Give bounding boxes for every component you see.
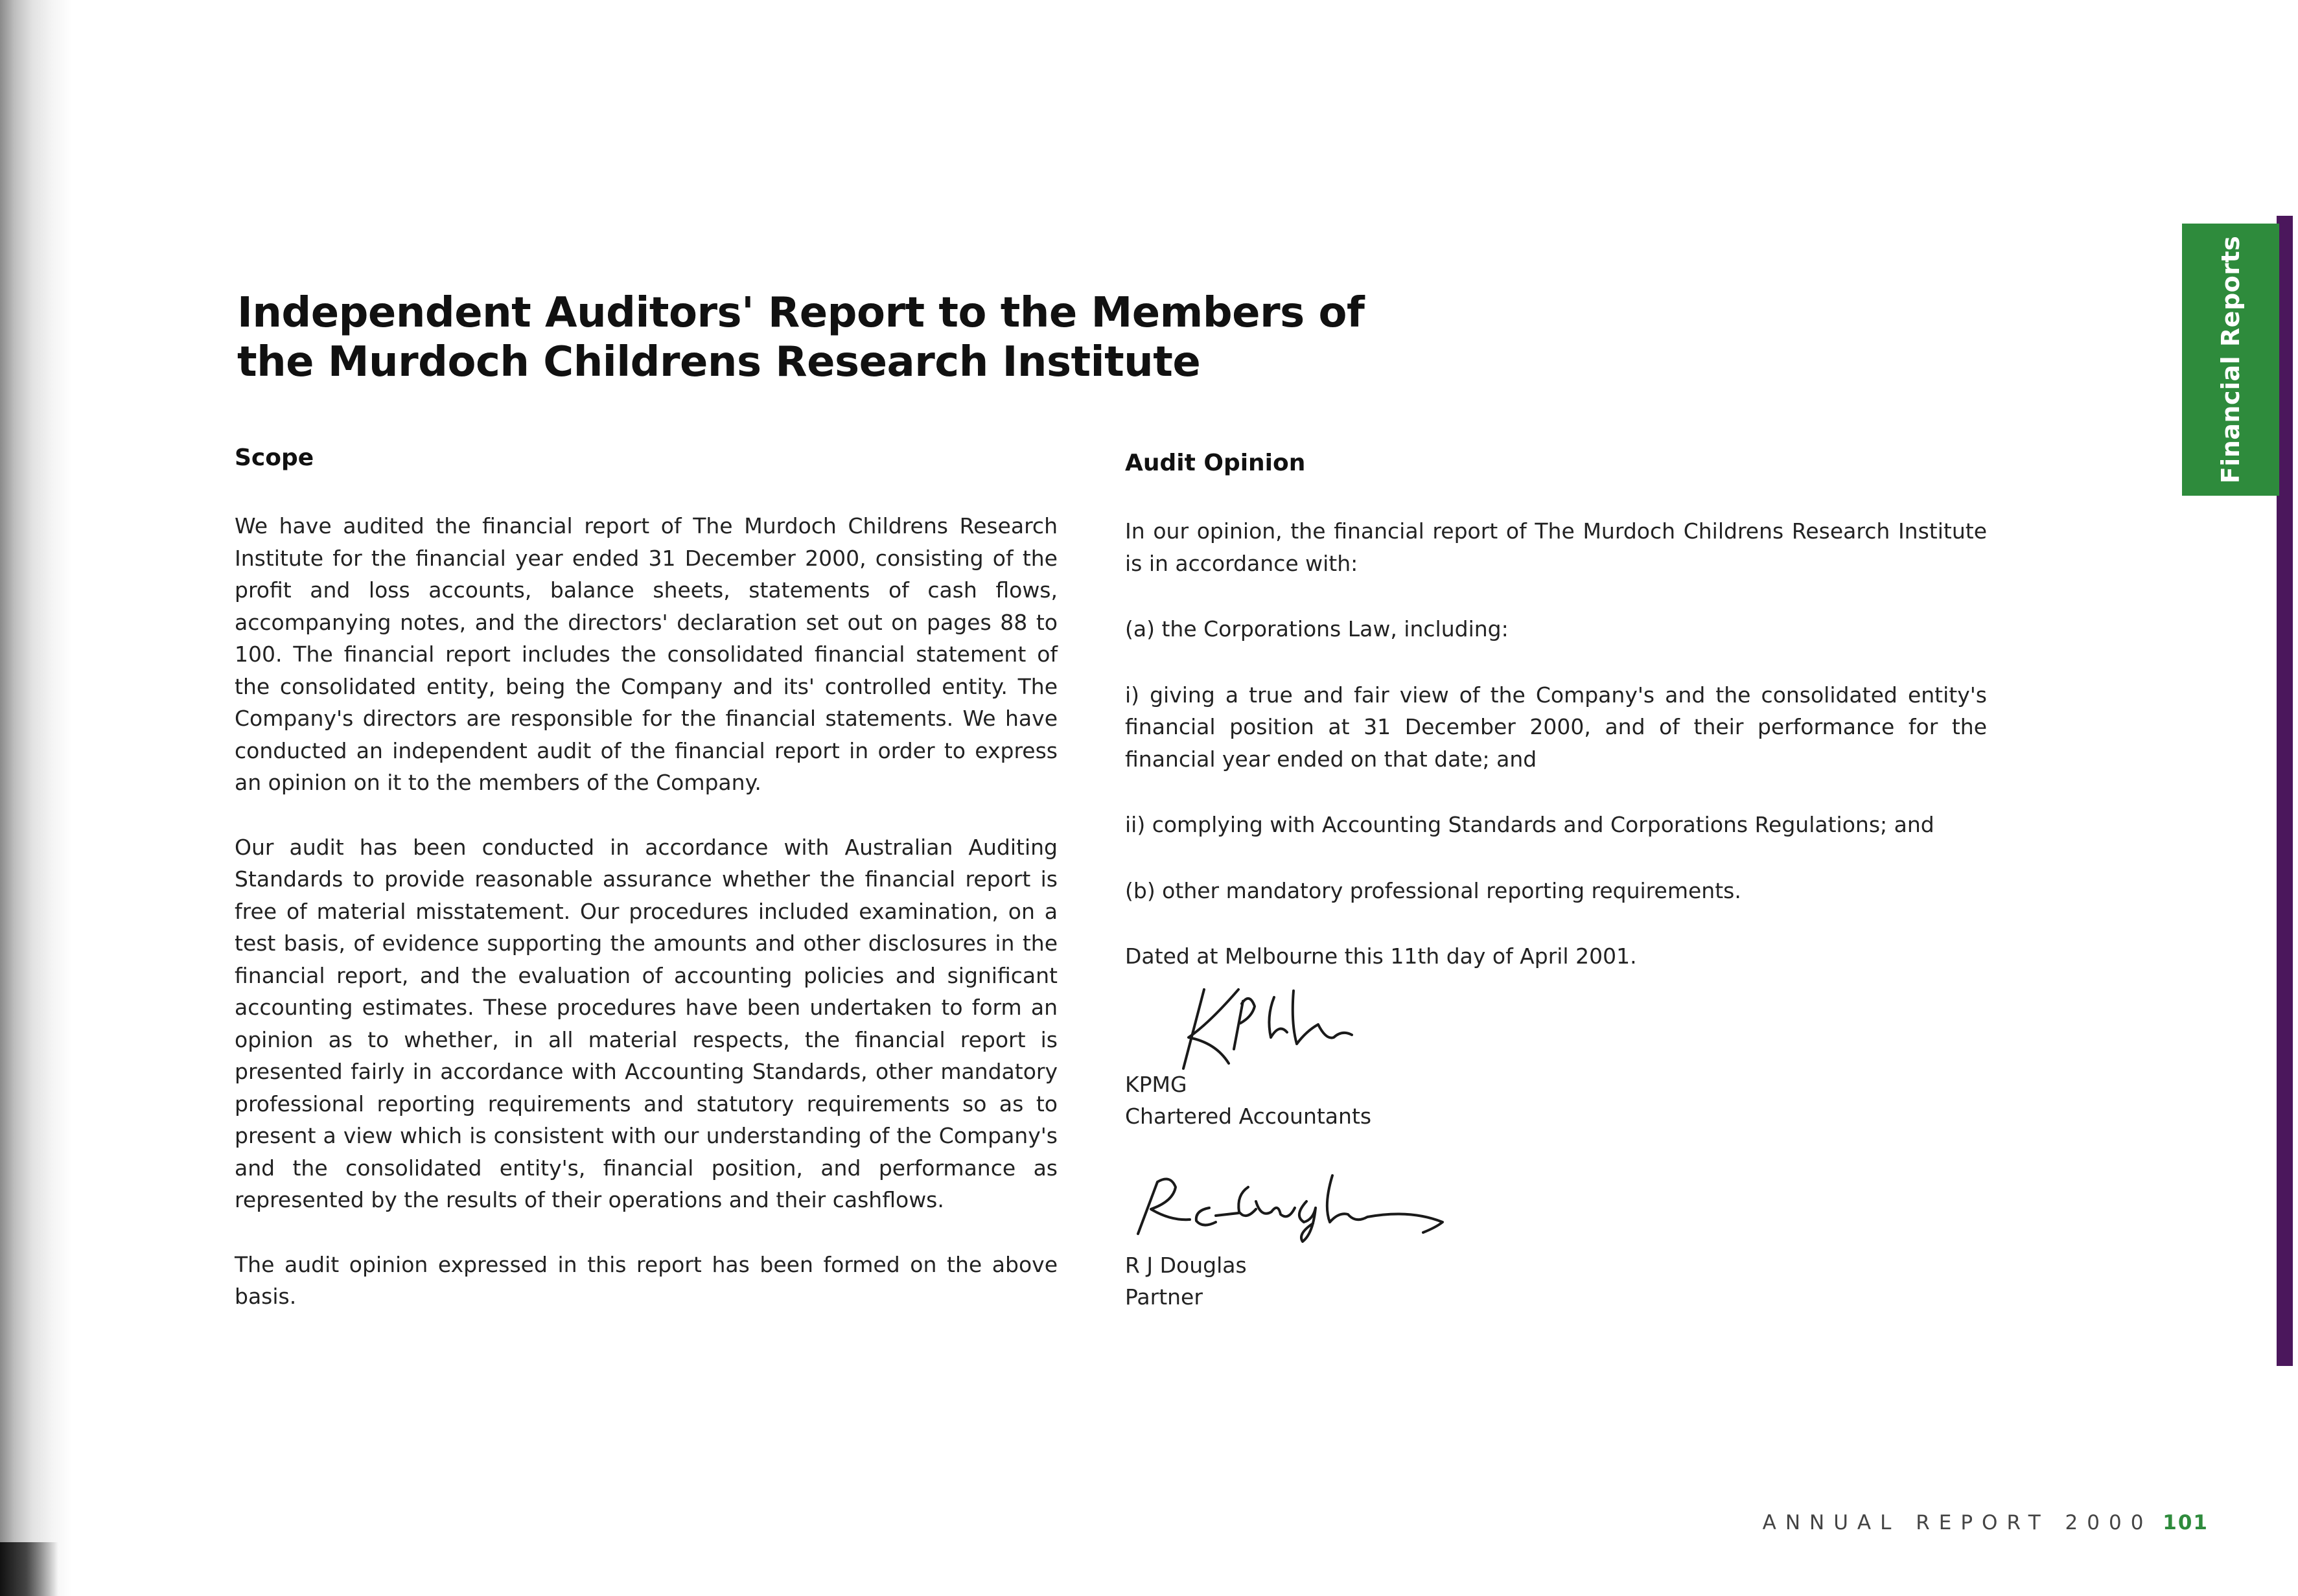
- audit-opinion-heading: Audit Opinion: [1125, 450, 1306, 476]
- page-footer: [1763, 1511, 2209, 1534]
- opinion-item-i: i) giving a true and fair view of the Company's and the consolidated entity's financial position at 31 December 2000, and of their performance for the financial year ended on that date; and: [1125, 682, 1987, 772]
- opinion-paragraph-intro: In our opinion, the financial report of The Murdoch Childrens Research Institute is in accordance with:: [1125, 518, 1987, 576]
- binding-gutter-shadow: [0, 0, 71, 1596]
- report-title-line-1: Independent Auditors' Report to the Members of: [237, 289, 1365, 337]
- financial-reports-tab: [2182, 224, 2279, 496]
- scope-section: [235, 444, 1058, 1345]
- kpmg-name: KPMG: [1125, 1071, 1187, 1097]
- partner-name: R J Douglas: [1125, 1252, 1247, 1278]
- scope-paragraph-1: We have audited the financial report of The Murdoch Childrens Research Institute for the financial year ended 31 December 2000, consisting of the profit and loss accounts, balance sheets, statements of cash flows, accompanying notes, and the directors' declaration set out on pages 88 to 100. The financial report includes the consolidated financial statement of the consolidated entity, being the Company and its' controlled entity. The Company's directors are responsible for the financial statements. We have conducted an independent audit of the financial report in order to express an opinion on it to the members of the Company.: [235, 513, 1058, 795]
- financial-reports-tab-label: Financial Reports: [2216, 235, 2245, 484]
- opinion-item-ii: ii) complying with Accounting Standards and Corporations Regulations; and: [1125, 812, 1934, 837]
- binding-gutter-dark-corner: [0, 1542, 58, 1596]
- opinion-item-b: (b) other mandatory professional reporting requirements.: [1125, 877, 1741, 903]
- audit-opinion-section: [1125, 449, 1987, 1313]
- page-number: 101: [2163, 1511, 2209, 1534]
- report-title-line-2: the Murdoch Childrens Research Institute: [237, 338, 1201, 386]
- rj-douglas-signature-image: [1119, 1156, 1462, 1247]
- scope-paragraph-2: Our audit has been conducted in accordance with Australian Auditing Standards to provide reasonable assurance whether the financial report is free of material misstatement. Our procedures included examination, on a test basis, of evidence supporting the amounts and other disclosures in the financial report, and the evaluation of accounting policies and significant accounting estimates. These procedures have been undertaken to form an opinion as to whether, in all material respects, the financial report is presented fairly in accordance with Accounting Standards, other mandatory professional reporting requirements and statutory requirements so as to present a view which is consistent with our understanding of the Company's and the consolidated entity's, financial position, and performance as represented by the results of their operations and their cashflows.: [235, 834, 1058, 1212]
- report-title: [237, 288, 1364, 387]
- kpmg-signature-image: [1164, 978, 1397, 1075]
- partner-title: Partner: [1125, 1284, 1203, 1310]
- scope-heading: Scope: [235, 445, 314, 471]
- footer-annual-report-label: ANNUAL REPORT 2000: [1762, 1511, 2153, 1534]
- kpmg-title: Chartered Accountants: [1125, 1104, 1372, 1129]
- opinion-item-a: (a) the Corporations Law, including:: [1125, 616, 1509, 642]
- dated-line: Dated at Melbourne this 11th day of April 2001.: [1125, 943, 1637, 969]
- scope-paragraph-3: The audit opinion expressed in this report has been formed on the above basis.: [235, 1251, 1058, 1309]
